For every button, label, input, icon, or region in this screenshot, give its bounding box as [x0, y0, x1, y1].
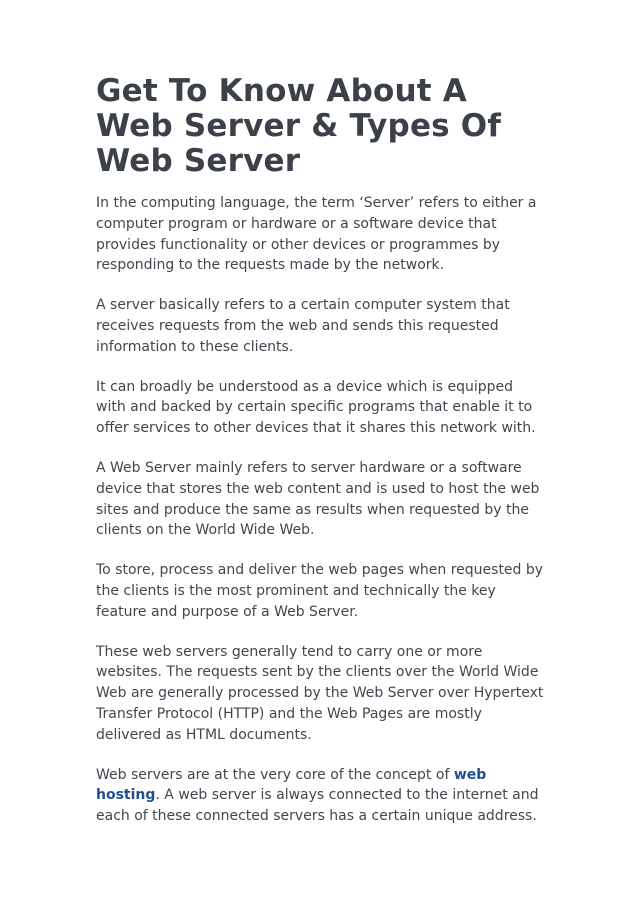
paragraph-server-device: It can broadly be understood as a device which is equipped with and backed by certain specific programs that enable it to offer services to other devices that it shares this network with.	[96, 378, 536, 437]
article-title: Get To Know About A Web Server & Types Of Web Server	[96, 73, 502, 179]
paragraph-web-server-http: These web servers generally tend to carry one or more websites. The requests sent by the clients over the World Wide Web are generally processed by the Web Server over Hypertext Transfer Protocol (HTTP) and the Web Pages are mostly delivered as HTML documents.	[96, 643, 544, 743]
paragraph-text-after-link: . A web server is always connected to the internet and each of these connected servers has a certain unique address.	[96, 787, 539, 825]
paragraph-web-hosting	[96, 765, 546, 827]
web-hosting-link[interactable]: web hosting	[96, 766, 487, 804]
article	[96, 74, 546, 846]
paragraph-server-definition: In the computing language, the term ‘Server’ refers to either a computer program or hardware or a software device that provides functionality or other devices or programmes by responding to the requests made by the network.	[96, 195, 537, 274]
paragraph-web-server-purpose: To store, process and deliver the web pages when requested by the clients is the most prominent and technically the key feature and purpose of a Web Server.	[96, 562, 544, 620]
paragraph-server-system: A server basically refers to a certain computer system that receives requests from the web and sends this requested information to these clients.	[96, 297, 510, 355]
paragraph-text-before-link: Web servers are at the very core of the concept of	[96, 766, 454, 783]
paragraph-web-server-definition: A Web Server mainly refers to server hardware or a software device that stores the web content and is used to host the web sites and produce the same as results when requested by the clients on the World Wide Web.	[96, 459, 540, 539]
